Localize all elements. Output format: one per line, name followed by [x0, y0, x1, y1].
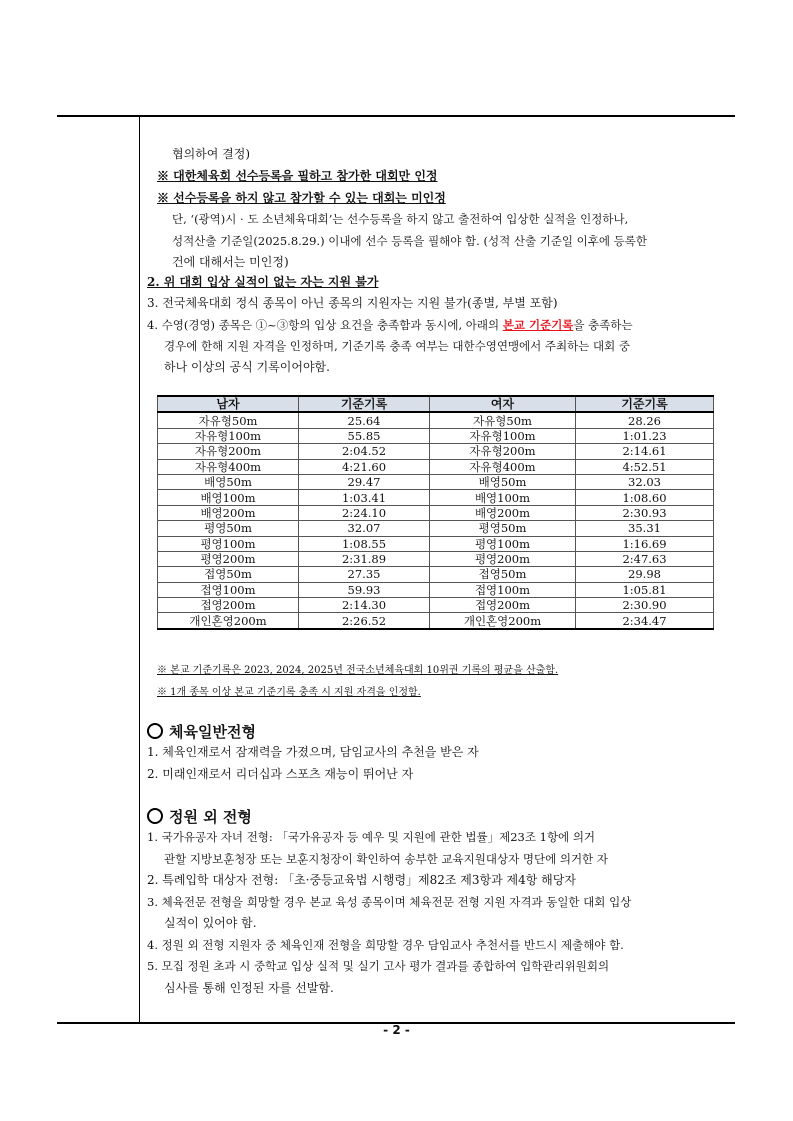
extra-item-5: 5. 모집 정원 초과 시 중학교 입상 실적 및 실기 고사 평가 결과를 종합하여 입학관리위원회의	[147, 959, 610, 973]
female-record-cell: 2:14.61	[576, 444, 714, 459]
male-event-cell: 배영100m	[158, 490, 299, 505]
male-event-cell: 접영200m	[158, 598, 299, 613]
circle-bullet-icon	[147, 808, 163, 824]
male-event-cell: 평영100m	[158, 536, 299, 551]
male-event-cell: 배영200m	[158, 505, 299, 520]
male-record-cell: 1:08.55	[299, 536, 430, 551]
extra-item-4: 4. 정원 외 전형 지원자 중 체육인재 전형을 희망할 경우 담임교사 추천서를 반드시 제출해야 함.	[147, 938, 624, 952]
table-row	[158, 428, 714, 443]
male-event-cell: 평영200m	[158, 551, 299, 566]
text-line: 심사를 통해 인정된 자를 선발함.	[164, 981, 334, 995]
female-record-cell: 29.98	[576, 567, 714, 582]
female-event-cell: 배영100m	[430, 490, 576, 505]
male-record-cell: 2:24.10	[299, 505, 430, 520]
male-record-cell: 1:03.41	[299, 490, 430, 505]
female-record-cell: 2:34.47	[576, 613, 714, 629]
table-row	[158, 598, 714, 613]
female-record-cell: 32.03	[576, 474, 714, 489]
table-row	[158, 536, 714, 551]
male-record-cell: 32.07	[299, 521, 430, 536]
female-record-cell: 2:30.93	[576, 505, 714, 520]
female-event-cell: 평영50m	[430, 521, 576, 536]
text-line: 경우에 한해 지원 자격을 인정하며, 기준기록 충족 여부는 대한수영연맹에서 주최하는 대회 중	[164, 339, 631, 353]
section-title-general	[147, 723, 256, 741]
female-event-cell: 배영50m	[430, 474, 576, 489]
text-line: 하나 이상의 공식 기록이어야함.	[164, 360, 330, 374]
section-title-text: 체육일반전형	[169, 723, 256, 741]
male-event-cell: 접영50m	[158, 567, 299, 582]
table-row	[158, 444, 714, 459]
circle-bullet-icon	[147, 723, 163, 739]
male-event-cell: 개인혼영200m	[158, 613, 299, 629]
text-line: 관할 지방보훈청장 또는 보훈지청장이 확인하여 송부한 교육지원대상자 명단에 의거한 자	[164, 852, 608, 866]
male-event-cell: 자유형200m	[158, 444, 299, 459]
female-record-cell: 4:52.51	[576, 459, 714, 474]
extra-item-3: 3. 체육전문 전형을 희망할 경우 본교 육성 종목이며 체육전문 전형 지원 자격과 동일한 대회 입상	[147, 895, 632, 909]
table-row	[158, 551, 714, 566]
male-record-cell: 2:26.52	[299, 613, 430, 629]
table-row	[158, 613, 714, 629]
female-event-cell: 자유형200m	[430, 444, 576, 459]
male-event-cell: 평영50m	[158, 521, 299, 536]
text-line: 실적이 있어야 함.	[164, 916, 257, 930]
male-record-cell: 2:04.52	[299, 444, 430, 459]
left-margin-rule	[139, 115, 140, 1023]
female-event-cell: 평영100m	[430, 536, 576, 551]
female-record-cell: 28.26	[576, 412, 714, 428]
male-record-cell: 29.47	[299, 474, 430, 489]
extra-item-1: 1. 국가유공자 자녀 전형: 「국가유공자 등 예우 및 지원에 관한 법률」제23조 1항에 의거	[147, 830, 596, 844]
text-line: 단, ‘(광역)시 · 도 소년체육대회’는 선수등록을 하지 않고 출전하여 입상한 실적을 인정하나,	[172, 212, 629, 226]
female-event-cell: 접영200m	[430, 598, 576, 613]
section-title-extra	[147, 808, 252, 826]
female-record-cell: 1:05.81	[576, 582, 714, 597]
table-row	[158, 474, 714, 489]
male-record-cell: 4:21.60	[299, 459, 430, 474]
item-4-text: 4. 수영(경영) 종목은 ①~③항의 입상 요건을 충족함과 동시에, 아래의	[147, 318, 503, 332]
header-female: 여자	[430, 396, 576, 412]
female-event-cell: 접영100m	[430, 582, 576, 597]
female-event-cell: 자유형50m	[430, 412, 576, 428]
table-body	[158, 412, 714, 628]
male-event-cell: 배영50m	[158, 474, 299, 489]
header-male: 남자	[158, 396, 299, 412]
text-line: 협의하여 결정)	[172, 147, 251, 161]
school-standard-record-highlight: 본교 기준기록	[502, 318, 574, 332]
female-record-cell: 2:30.90	[576, 598, 714, 613]
female-record-cell: 1:08.60	[576, 490, 714, 505]
item-2: 2. 위 대회 입상 실적이 없는 자는 지원 불가	[147, 275, 379, 289]
header-record: 기준기록	[299, 396, 430, 412]
female-record-cell: 35.31	[576, 521, 714, 536]
table-row	[158, 582, 714, 597]
male-event-cell: 접영100m	[158, 582, 299, 597]
item-4	[147, 317, 633, 333]
notice-unregistered-competitions: ※ 선수등록을 하지 않고 참가할 수 있는 대회는 미인정	[157, 191, 446, 205]
male-record-cell: 55.85	[299, 428, 430, 443]
general-item-2: 2. 미래인재로서 리더십과 스포츠 재능이 뛰어난 자	[147, 767, 414, 781]
male-event-cell: 자유형400m	[158, 459, 299, 474]
header-record: 기준기록	[576, 396, 714, 412]
general-item-1: 1. 체육인재로서 잠재력을 가졌으며, 담임교사의 추천을 받은 자	[147, 745, 479, 759]
section-title-text: 정원 외 전형	[169, 808, 252, 826]
note-qualification: ※ 1개 종목 이상 본교 기준기록 충족 시 지원 자격을 인정함.	[157, 687, 421, 698]
table-row	[158, 459, 714, 474]
male-record-cell: 2:31.89	[299, 551, 430, 566]
female-record-cell: 1:16.69	[576, 536, 714, 551]
female-event-cell: 접영50m	[430, 567, 576, 582]
table-row	[158, 505, 714, 520]
male-event-cell: 자유형50m	[158, 412, 299, 428]
standard-record-table	[157, 395, 714, 630]
table-row	[158, 521, 714, 536]
top-rule	[57, 115, 735, 117]
female-event-cell: 자유형100m	[430, 428, 576, 443]
note-average: ※ 본교 기준기록은 2023, 2024, 2025년 전국소년체육대회 10위권 기록의 평균을 산출함.	[157, 665, 559, 676]
table-row	[158, 567, 714, 582]
page-number: - 2 -	[383, 1023, 410, 1037]
female-record-cell: 2:47.63	[576, 551, 714, 566]
female-record-cell: 1:01.23	[576, 428, 714, 443]
female-event-cell: 개인혼영200m	[430, 613, 576, 629]
male-event-cell: 자유형100m	[158, 428, 299, 443]
male-record-cell: 59.93	[299, 582, 430, 597]
female-event-cell: 평영200m	[430, 551, 576, 566]
item-4-text-end: 을 충족하는	[573, 318, 633, 332]
male-record-cell: 27.35	[299, 567, 430, 582]
table-row	[158, 412, 714, 428]
table-row	[158, 490, 714, 505]
table-header-row	[158, 396, 714, 412]
notice-registered-competitions: ※ 대한체육회 선수등록을 필하고 참가한 대회만 인정	[157, 169, 438, 183]
male-record-cell: 2:14.30	[299, 598, 430, 613]
text-line: 건에 대해서는 미인정)	[172, 255, 289, 269]
female-event-cell: 배영200m	[430, 505, 576, 520]
female-event-cell: 자유형400m	[430, 459, 576, 474]
text-line: 성적산출 기준일(2025.8.29.) 이내에 선수 등록을 필해야 함. (성적 산출 기준일 이후에 등록한	[172, 234, 647, 248]
male-record-cell: 25.64	[299, 412, 430, 428]
extra-item-2: 2. 특례입학 대상자 전형: 「초·중등교육법 시행령」제82조 제3항과 제4항 해당자	[147, 873, 576, 887]
item-3: 3. 전국체육대회 정식 종목이 아닌 종목의 지원자는 지원 불가(종별, 부별 포함)	[147, 296, 558, 310]
